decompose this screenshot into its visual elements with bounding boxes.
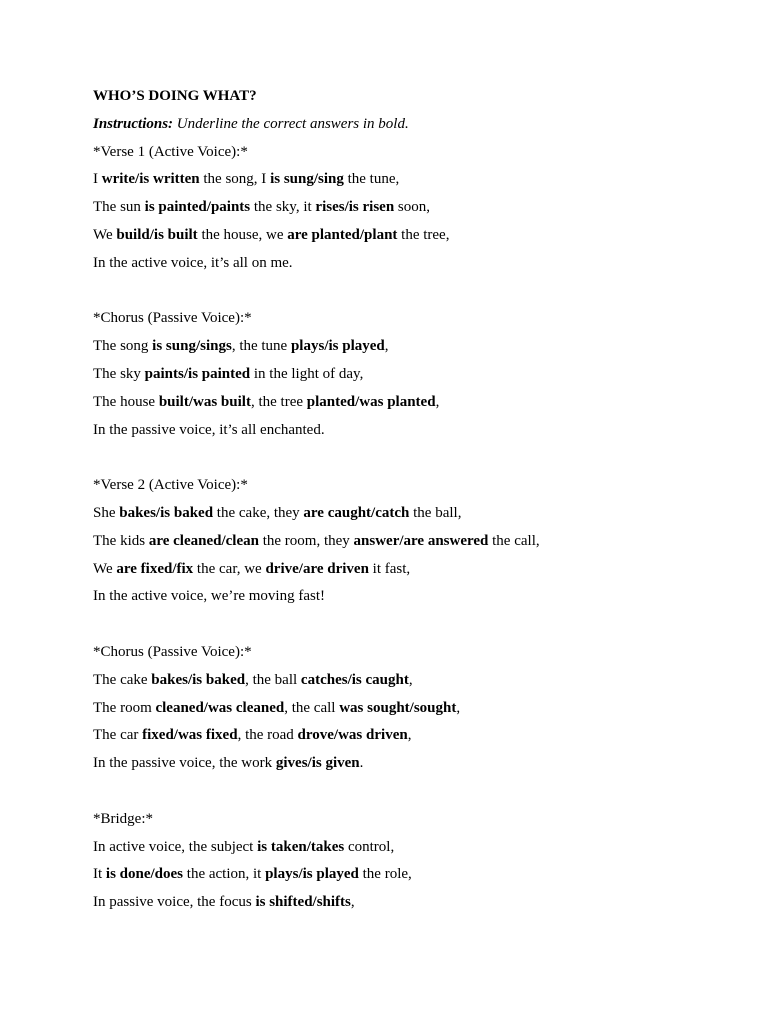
- line-text: ,: [350, 894, 355, 911]
- line-text: the action, it: [183, 866, 266, 883]
- answer-choice: cleaned/was cleaned: [155, 699, 285, 716]
- document-page: [93, 86, 728, 920]
- lyric-line: [93, 586, 728, 606]
- blank-line: [93, 781, 728, 801]
- line-text: the room, they: [258, 532, 354, 549]
- lyric-line: [93, 392, 728, 412]
- section-heading: [93, 142, 728, 162]
- lyric-line: [93, 503, 728, 523]
- line-text: the ball,: [409, 504, 462, 521]
- line-text: In the passive voice, it’s all enchanted.: [93, 421, 325, 438]
- line-text: , the tune: [231, 338, 291, 355]
- line-text: .: [359, 755, 364, 772]
- line-text: In the active voice, it’s all on me.: [93, 254, 293, 271]
- section-heading: [93, 642, 728, 662]
- lyric-line: [93, 225, 728, 245]
- answer-choice: catches/is caught: [300, 671, 409, 688]
- section-heading: [93, 809, 728, 829]
- lyric-line: [93, 531, 728, 551]
- line-text: We: [93, 226, 117, 243]
- line-text: In active voice, the subject: [93, 838, 258, 855]
- line-text: The room: [93, 699, 156, 716]
- answer-choice: bakes/is baked: [119, 504, 214, 521]
- answer-choice: built/was built: [158, 393, 251, 410]
- answer-choice: are cleaned/clean: [148, 532, 259, 549]
- line-text: , the road: [237, 727, 298, 744]
- line-text: , the ball: [245, 671, 301, 688]
- line-text: I: [93, 171, 102, 188]
- line-text: The sky: [93, 365, 145, 382]
- lyric-line: [93, 698, 728, 718]
- answer-choice: is taken/takes: [257, 838, 345, 855]
- answer-choice: paints/is painted: [144, 365, 251, 382]
- blank-line: [93, 614, 728, 634]
- answer-choice: are fixed/fix: [116, 560, 194, 577]
- line-text: the car, we: [193, 560, 266, 577]
- line-text: , the tree: [250, 393, 307, 410]
- lyric-line: [93, 837, 728, 857]
- answer-choice: drove/was driven: [297, 727, 408, 744]
- line-text: control,: [344, 838, 395, 855]
- line-text: *Chorus (Passive Voice):*: [93, 643, 252, 660]
- answer-choice: gives/is given: [275, 755, 360, 772]
- answer-choice: answer/are answered: [353, 532, 489, 549]
- answer-choice: rises/is risen: [315, 199, 395, 216]
- answer-choice: plays/is played: [290, 338, 385, 355]
- answer-choice: are caught/catch: [303, 504, 410, 521]
- lyric-line: [93, 725, 728, 745]
- line-text: the house, we: [197, 226, 288, 243]
- line-text: ,: [408, 671, 413, 688]
- line-text: the sky, it: [250, 199, 316, 216]
- answer-choice: fixed/was fixed: [142, 727, 238, 744]
- lyric-line: [93, 892, 728, 912]
- answer-choice: bakes/is baked: [151, 671, 246, 688]
- answer-choice: write/is written: [101, 171, 200, 188]
- line-text: the tree,: [397, 226, 450, 243]
- lyric-line: [93, 420, 728, 440]
- instructions-text: Underline the correct answers in bold.: [173, 115, 409, 132]
- line-text: The song: [93, 338, 153, 355]
- line-text: *Verse 2 (Active Voice):*: [93, 477, 248, 494]
- answer-choice: is done/does: [105, 866, 184, 883]
- line-text: the call,: [488, 532, 540, 549]
- answer-choice: was sought/sought: [339, 699, 457, 716]
- line-text: ,: [384, 338, 389, 355]
- instructions: [93, 114, 728, 134]
- line-text: , the call: [284, 699, 340, 716]
- line-text: She: [93, 504, 120, 521]
- line-text: soon,: [394, 199, 431, 216]
- line-text: the role,: [358, 866, 412, 883]
- blank-line: [93, 447, 728, 467]
- line-text: We: [93, 560, 117, 577]
- answer-choice: is painted/paints: [144, 199, 251, 216]
- worksheet-lines: [93, 142, 728, 913]
- line-text: *Bridge:*: [93, 810, 153, 827]
- line-text: The sun: [93, 199, 145, 216]
- line-text: The kids: [93, 532, 149, 549]
- answer-choice: drive/are driven: [265, 560, 369, 577]
- line-text: The house: [93, 393, 159, 410]
- line-text: the song, I: [199, 171, 271, 188]
- lyric-line: [93, 197, 728, 217]
- section-heading: [93, 475, 728, 495]
- line-text: The car: [93, 727, 143, 744]
- line-text: The cake: [93, 671, 152, 688]
- answer-choice: build/is built: [116, 226, 198, 243]
- line-text: in the light of day,: [250, 365, 364, 382]
- blank-line: [93, 281, 728, 301]
- line-text: it fast,: [368, 560, 411, 577]
- lyric-line: [93, 364, 728, 384]
- answer-choice: is sung/sing: [270, 171, 344, 188]
- document-title: WHO’S DOING WHAT?: [93, 88, 257, 104]
- line-text: the cake, they: [213, 504, 304, 521]
- instructions-label: Instructions:: [93, 115, 174, 132]
- line-text: It: [93, 866, 106, 883]
- lyric-line: [93, 753, 728, 773]
- answer-choice: are planted/plant: [287, 226, 398, 243]
- line-text: ,: [407, 727, 412, 744]
- line-text: *Chorus (Passive Voice):*: [93, 310, 252, 327]
- answer-choice: plays/is played: [265, 866, 359, 883]
- lyric-line: [93, 253, 728, 273]
- lyric-line: [93, 336, 728, 356]
- line-text: ,: [456, 699, 461, 716]
- line-text: ,: [435, 393, 440, 410]
- line-text: In the passive voice, the work: [93, 755, 276, 772]
- line-text: *Verse 1 (Active Voice):*: [93, 143, 248, 160]
- lyric-line: [93, 559, 728, 579]
- line-text: In the active voice, we’re moving fast!: [93, 588, 325, 605]
- section-heading: [93, 308, 728, 328]
- line-text: the tune,: [343, 171, 400, 188]
- lyric-line: [93, 864, 728, 884]
- lyric-line: [93, 670, 728, 690]
- lyric-line: [93, 169, 728, 189]
- answer-choice: is shifted/shifts: [255, 894, 351, 911]
- answer-choice: is sung/sings: [152, 338, 232, 355]
- answer-choice: planted/was planted: [306, 393, 436, 410]
- line-text: In passive voice, the focus: [93, 894, 256, 911]
